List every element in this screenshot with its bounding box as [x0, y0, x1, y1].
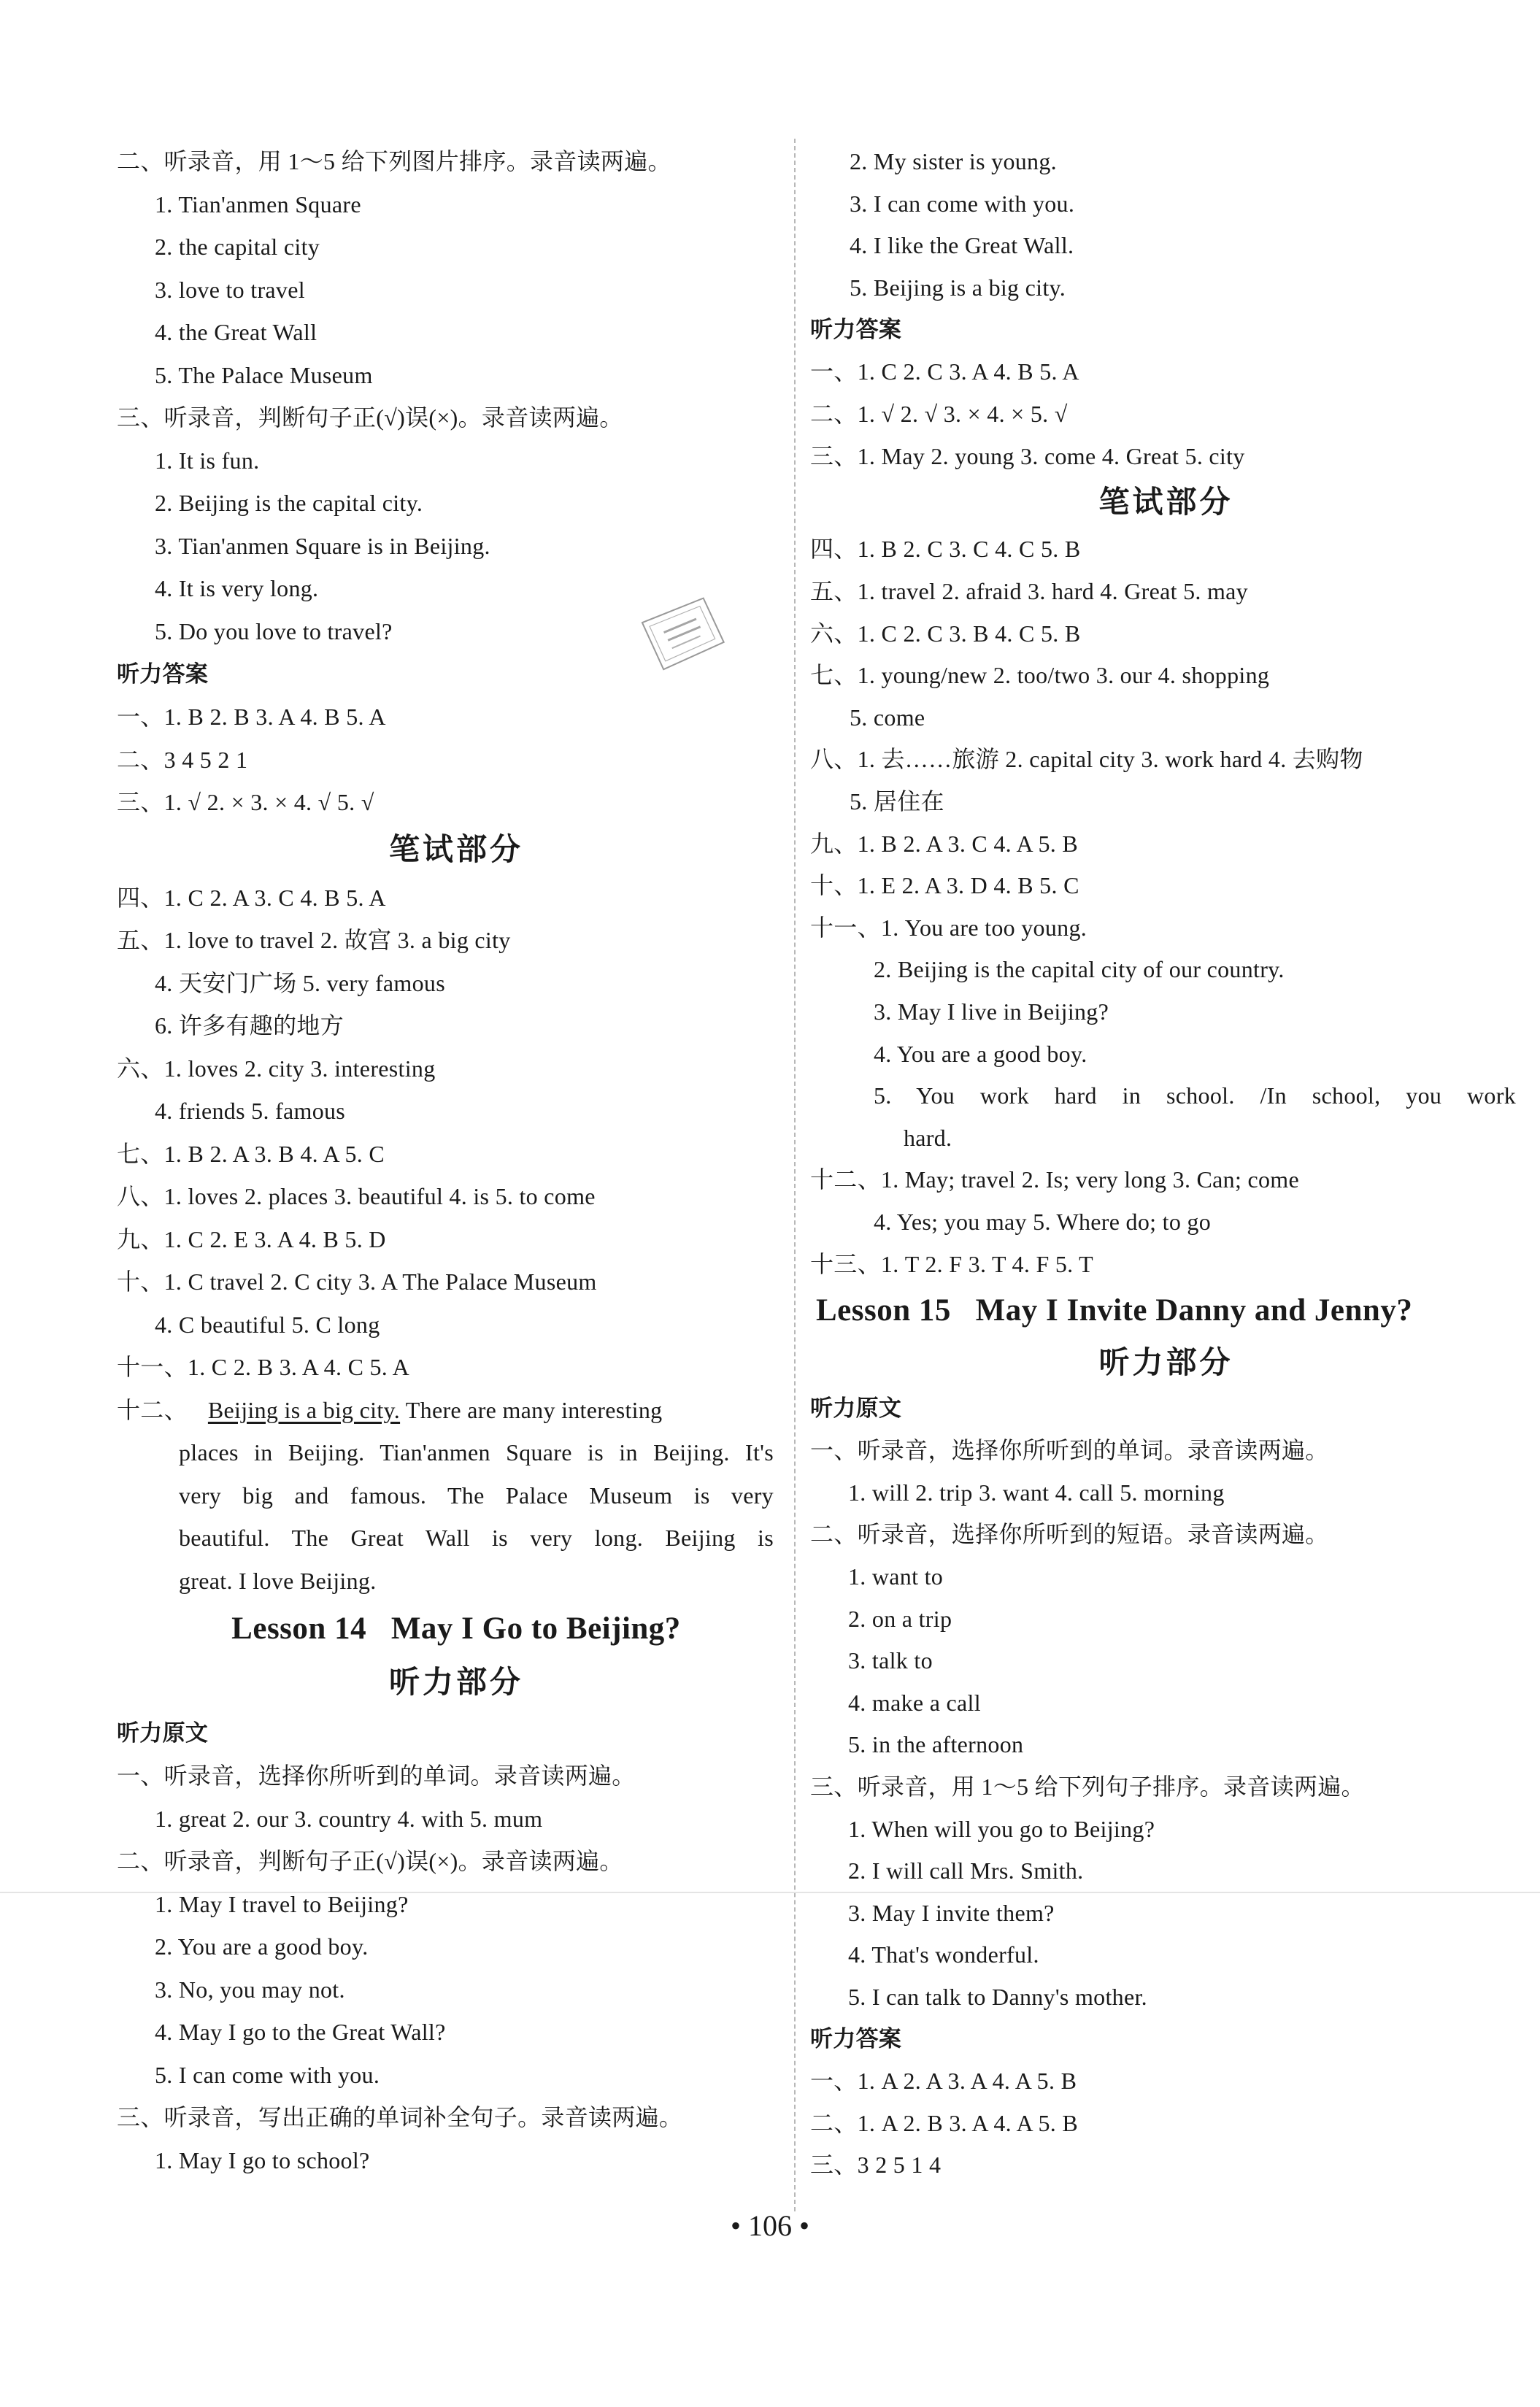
answer-line: 十一、1. C 2. B 3. A 4. C 5. A — [117, 1354, 410, 1380]
list-item: 3. No, you may not. — [155, 1976, 345, 2003]
answer-line: 一、1. B 2. B 3. A 4. B 5. A — [117, 704, 386, 730]
list-item: 1. May I travel to Beijing? — [155, 1891, 409, 1917]
answer-line: 二、3 4 5 2 1 — [117, 747, 248, 773]
answer-line: 九、1. C 2. E 3. A 4. B 5. D — [117, 1226, 386, 1252]
answer-line: 4. 天安门广场 5. very famous — [155, 970, 445, 996]
list-item: 2. on a trip — [848, 1606, 952, 1632]
list-item: 1. want to — [848, 1563, 944, 1590]
answer-line: 5. 居住在 — [850, 788, 944, 814]
list-item: 3. talk to — [848, 1647, 933, 1674]
list-item: 3. Tian'anmen Square is in Beijing. — [155, 533, 490, 559]
answer-line: 四、1. B 2. C 3. C 4. C 5. B — [810, 536, 1081, 562]
answer-line: 十一、1. You are too young. — [810, 914, 1087, 941]
answer-line: 三、1. May 2. young 3. come 4. Great 5. city — [810, 443, 1245, 469]
paragraph-line: great. I love Beijing. — [179, 1568, 377, 1594]
list-item: 4. That's wonderful. — [848, 1941, 1039, 1968]
list-item: 1. May I go to school? — [155, 2147, 370, 2173]
answer-line: 4. friends 5. famous — [155, 1098, 346, 1124]
list-item: 3. love to travel — [155, 277, 305, 303]
subsection-title: 听力答案 — [117, 661, 209, 688]
section-title: 笔试部分 — [1098, 484, 1233, 520]
answer-line: 4. Yes; you may 5. Where do; to go — [874, 1209, 1212, 1235]
section-heading: 二、听录音，选择你所听到的短语。录音读两遍。 — [810, 1521, 1329, 1547]
section-heading: 二、听录音，用 1～5 给下列图片排序。录音读两遍。 — [117, 148, 671, 174]
answer-line: 十、1. C travel 2. C city 3. A The Palace Museum — [117, 1268, 597, 1295]
answer-line: 3. May I live in Beijing? — [874, 998, 1109, 1025]
list-item: 5. I can talk to Danny's mother. — [848, 1984, 1147, 2010]
answer-line: 十三、1. T 2. F 3. T 4. F 5. T — [810, 1251, 1094, 1277]
answer-line: 七、1. young/new 2. too/two 3. our 4. shopping — [810, 662, 1270, 688]
list-item: 4. May I go to the Great Wall? — [155, 2019, 446, 2045]
paragraph-line: very big and famous. The Palace Museum is very — [179, 1482, 774, 1509]
section-title: 听力部分 — [388, 1664, 523, 1700]
list-item: 5. I can come with you. — [155, 2062, 380, 2088]
list-item: 2. I will call Mrs. Smith. — [848, 1857, 1084, 1884]
sentence-text: There are many interesting — [400, 1397, 663, 1423]
section-heading: 三、听录音，用 1～5 给下列句子排序。录音读两遍。 — [810, 1774, 1365, 1800]
subsection-title: 听力答案 — [810, 317, 902, 343]
answer-line: 5. You work hard in school. /In school, you work — [874, 1082, 1516, 1109]
list-item: 2. Beijing is the capital city. — [155, 490, 423, 516]
answer-line: 九、1. B 2. A 3. C 4. A 5. B — [810, 831, 1078, 857]
answer-line: 一、1. C 2. C 3. A 4. B 5. A — [810, 358, 1079, 385]
subsection-title: 听力原文 — [117, 1720, 209, 1746]
paragraph-line — [117, 1395, 774, 1425]
answer-line: 五、1. travel 2. afraid 3. hard 4. Great 5. may — [810, 578, 1248, 604]
list-item: 1. It is fun. — [155, 447, 260, 474]
list-item: 4. the Great Wall — [155, 319, 317, 345]
item-number: 十二、 — [117, 1397, 188, 1423]
list-item: 4. make a call — [848, 1690, 981, 1716]
subsection-title: 听力原文 — [810, 1395, 902, 1422]
lesson-title: Lesson 14 May I Go to Beijing? — [231, 1611, 681, 1646]
answer-line: 六、1. loves 2. city 3. interesting — [117, 1055, 436, 1082]
answer-line: 6. 许多有趣的地方 — [155, 1012, 344, 1039]
section-title: 笔试部分 — [388, 831, 523, 867]
answer-line: 2. Beijing is the capital city of our country. — [874, 956, 1285, 982]
section-heading: 一、听录音，选择你所听到的单词。录音读两遍。 — [810, 1437, 1329, 1463]
list-item: 1. will 2. trip 3. want 4. call 5. morning — [848, 1479, 1225, 1506]
underlined-sentence: Beijing is a big city. — [207, 1397, 401, 1423]
section-title: 听力部分 — [1098, 1344, 1233, 1380]
list-item: 4. I like the Great Wall. — [850, 232, 1074, 258]
paragraph-line: places in Beijing. Tian'anmen Square is in Beijing. It's — [179, 1439, 774, 1466]
list-item: 5. Beijing is a big city. — [850, 274, 1066, 301]
list-item: 1. Tian'anmen Square — [155, 191, 361, 217]
section-heading: 一、听录音，选择你所听到的单词。录音读两遍。 — [117, 1763, 636, 1789]
answer-line: hard. — [904, 1125, 952, 1151]
section-heading: 三、听录音，写出正确的单词补全句子。录音读两遍。 — [117, 2104, 683, 2130]
answer-line: 十、1. E 2. A 3. D 4. B 5. C — [810, 872, 1079, 898]
answer-line: 五、1. love to travel 2. 故宫 3. a big city — [117, 927, 511, 953]
list-item: 1. great 2. our 3. country 4. with 5. mum — [155, 1806, 543, 1832]
answer-line: 二、1. √ 2. √ 3. × 4. × 5. √ — [810, 401, 1068, 427]
section-heading: 二、听录音，判断句子正(√)误(×)。录音读两遍。 — [117, 1848, 623, 1874]
list-item: 3. May I invite them? — [848, 1900, 1055, 1926]
subsection-title: 听力答案 — [810, 2026, 902, 2052]
list-item: 2. You are a good boy. — [155, 1933, 369, 1960]
column-divider — [794, 139, 796, 2211]
answer-line: 七、1. B 2. A 3. B 4. A 5. C — [117, 1141, 385, 1167]
lesson-title: Lesson 15 May I Invite Danny and Jenny? — [816, 1293, 1413, 1328]
answer-line: 一、1. A 2. A 3. A 4. A 5. B — [810, 2068, 1077, 2094]
answer-line: 三、3 2 5 1 4 — [810, 2152, 942, 2178]
list-item: 5. Do you love to travel? — [155, 618, 393, 644]
watermark-stamp-icon — [636, 592, 734, 678]
paragraph-line: beautiful. The Great Wall is very long. Beijing is — [179, 1525, 774, 1551]
answer-line: 八、1. loves 2. places 3. beautiful 4. is 5. to come — [117, 1183, 596, 1209]
answer-line: 十二、1. May; travel 2. Is; very long 3. Can; come — [810, 1166, 1299, 1193]
list-item: 5. in the afternoon — [848, 1731, 1024, 1757]
list-item: 5. The Palace Museum — [155, 362, 373, 388]
answer-line: 六、1. C 2. C 3. B 4. C 5. B — [810, 620, 1081, 647]
page-number: • 106 • — [730, 2209, 809, 2242]
answer-line: 四、1. C 2. A 3. C 4. B 5. A — [117, 885, 386, 911]
answer-line: 二、1. A 2. B 3. A 4. A 5. B — [810, 2110, 1078, 2136]
answer-line: 4. C beautiful 5. C long — [155, 1312, 380, 1338]
section-heading: 三、听录音，判断句子正(√)误(×)。录音读两遍。 — [117, 404, 623, 431]
list-item: 2. My sister is young. — [850, 148, 1057, 174]
answer-line: 5. come — [850, 704, 925, 731]
answer-line: 4. You are a good boy. — [874, 1041, 1087, 1067]
list-item: 4. It is very long. — [155, 575, 319, 601]
answer-line: 八、1. 去……旅游 2. capital city 3. work hard 4. 去购物 — [810, 746, 1363, 772]
list-item: 3. I can come with you. — [850, 190, 1075, 217]
list-item: 1. When will you go to Beijing? — [848, 1816, 1155, 1842]
list-item: 2. the capital city — [155, 234, 320, 260]
answer-line: 三、1. √ 2. × 3. × 4. √ 5. √ — [117, 789, 374, 815]
